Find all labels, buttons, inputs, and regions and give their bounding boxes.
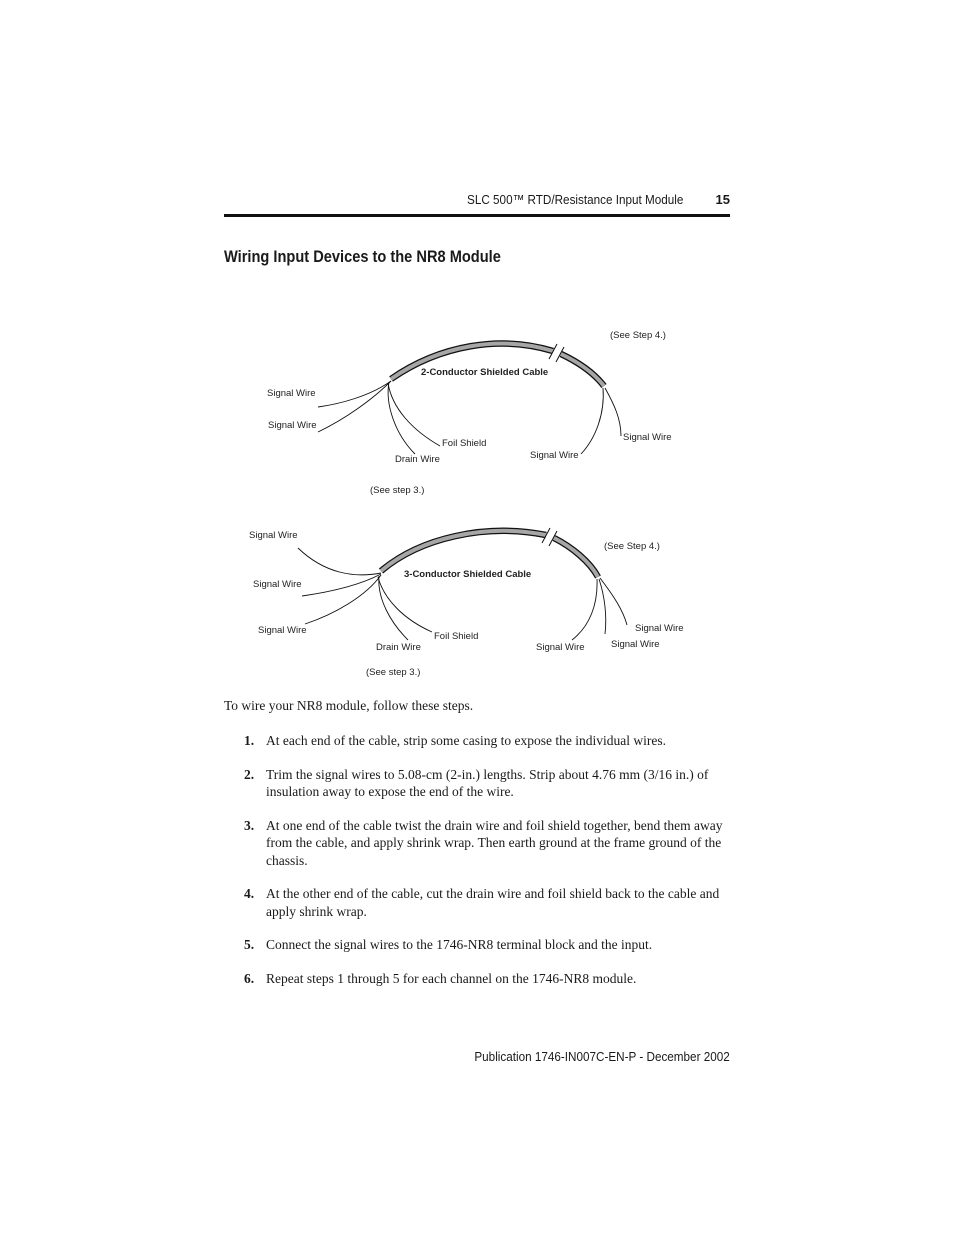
diagram-2-conductor: [267, 330, 672, 496]
signal-wire-label: Signal Wire: [635, 623, 684, 634]
drain-wire-line: [388, 382, 415, 454]
signal-wire-line: [298, 548, 381, 575]
cable-2-conductor: [391, 344, 604, 386]
signal-wire-label: Signal Wire: [268, 420, 317, 431]
cable-label-2-conductor: 2-Conductor Shielded Cable: [421, 367, 549, 378]
cable-label-3-conductor: 3-Conductor Shielded Cable: [404, 569, 532, 580]
step-number: 2.: [244, 766, 255, 782]
foil-shield-line: [388, 383, 440, 446]
signal-wire-line: [318, 381, 391, 432]
signal-wire-label: Signal Wire: [623, 432, 672, 443]
step-text: Trim the signal wires to 5.08-cm (2-in.) lengths. Strip about 4.76 mm (3/16 in.) of insulation away to expose the end of the wire.: [266, 766, 709, 799]
signal-wire-label: Signal Wire: [267, 388, 316, 399]
signal-wire-line: [572, 579, 597, 640]
signal-wire-label: Signal Wire: [249, 530, 298, 541]
drain-wire-label: Drain Wire: [376, 642, 421, 653]
signal-wire-line: [581, 388, 603, 454]
step-text: Repeat steps 1 through 5 for each channel on the 1746-NR8 module.: [266, 970, 637, 986]
section-title: Wiring Input Devices to the NR8 Module: [224, 247, 501, 266]
step-number: 6.: [244, 970, 255, 986]
steps-list: [224, 732, 730, 1003]
step-text: At one end of the cable twist the drain wire and foil shield together, bend them away from the cable, and apply shrink wrap. Then earth ground at the frame ground of the chassis.: [266, 817, 723, 868]
step-number: 1.: [244, 733, 255, 748]
step-item: [224, 885, 730, 920]
foil-shield-label: Foil Shield: [434, 631, 479, 642]
signal-wire-line: [599, 579, 606, 634]
step-text: At each end of the cable, strip some casing to expose the individual wires.: [266, 733, 667, 748]
see-step-4-note: (See Step 4.): [604, 541, 660, 552]
step-item: [224, 766, 730, 801]
foil-shield-label: Foil Shield: [442, 438, 487, 449]
signal-wire-line: [302, 574, 381, 596]
step-text: At the other end of the cable, cut the drain wire and foil shield back to the cable and apply shrink wrap.: [266, 886, 720, 919]
publication-footer: Publication 1746-IN007C-EN-P - December 2002: [474, 1049, 730, 1064]
step-item: [224, 817, 730, 870]
step-number: 5.: [244, 937, 255, 952]
diagram-3-conductor: [249, 528, 684, 678]
signal-wire-label: Signal Wire: [253, 579, 302, 590]
signal-wire-label: Signal Wire: [258, 625, 307, 636]
signal-wire-line: [318, 381, 391, 407]
signal-wire-line: [305, 575, 381, 624]
step-item: [224, 970, 730, 988]
see-step-4-note: (See Step 4.): [610, 330, 666, 341]
drain-wire-label: Drain Wire: [395, 454, 440, 465]
drain-wire-line: [379, 576, 408, 640]
step-item: [224, 732, 730, 750]
see-step-3-note: (See step 3.): [370, 485, 425, 496]
signal-wire-line: [605, 388, 621, 436]
step-item: [224, 936, 730, 954]
step-text: Connect the signal wires to the 1746-NR8 terminal block and the input.: [266, 937, 653, 952]
signal-wire-label: Signal Wire: [530, 450, 579, 461]
intro-text: To wire your NR8 module, follow these steps.: [224, 698, 474, 713]
step-number: 3.: [244, 817, 255, 833]
step-number: 4.: [244, 886, 255, 901]
foil-shield-line: [378, 577, 432, 632]
header-title: SLC 500™ RTD/Resistance Input Module: [466, 192, 683, 207]
see-step-3-note: (See step 3.): [366, 667, 421, 678]
signal-wire-label: Signal Wire: [611, 639, 660, 650]
signal-wire-label: Signal Wire: [536, 642, 585, 653]
page-number: 15: [715, 192, 730, 207]
